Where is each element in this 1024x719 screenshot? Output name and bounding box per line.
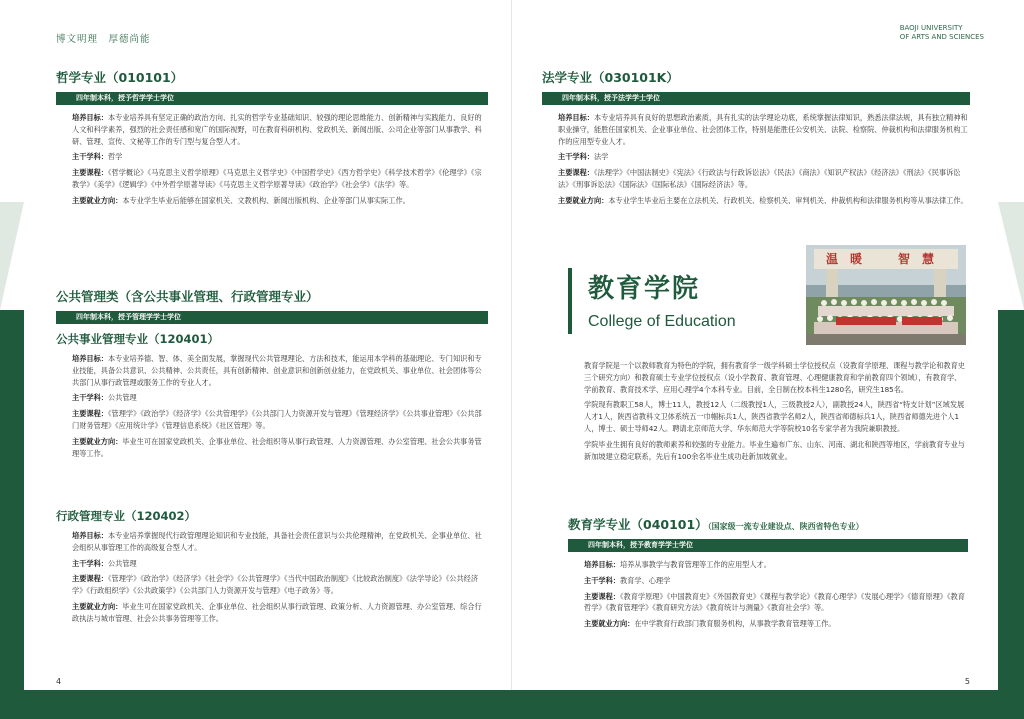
- right-page: [512, 0, 998, 690]
- philosophy-degree-bar: 四年制本科，授予哲学学士学位: [56, 92, 488, 105]
- law-goal: 培养目标：本专业培养具有良好的思想政治素质，具有扎实的法学理论功底，系统掌握法律知识，熟悉法律法规，具有独立精神和职业操守，能胜任国家机关、企业事业单位、社会团体工作，特别是能胜任公安机关、法院、检察院、仲裁机构和法律服务机构工作的应用型专业人才。: [558, 113, 968, 146]
- college-group-photo: [806, 245, 966, 345]
- public-affairs-career: 主要就业方向：毕业生可在国家党政机关、企事业单位、社会组织等从事行政管理、人力资源管理、办公室管理、社会公共事务管理等工作。: [72, 436, 482, 458]
- law-section: [542, 68, 970, 211]
- pedagogy-section: [568, 515, 968, 634]
- philosophy-section: [56, 68, 488, 211]
- public-affairs-goal: 培养目标：本专业培养德、智、体、美全面发展，掌握现代公共管理理论、方法和技术，能运用本学科的基础理论、专门知识和专业技能，具备公共意识、公共精神、公共责任，具有创新精神、创业意识和创新创业能力，在党政机关、事业单位、社会团体等公共部门从事行政管理或服务工作的专业人才。: [72, 354, 482, 387]
- right-decor-light: [998, 202, 1024, 310]
- college-intro: [568, 360, 968, 466]
- pedagogy-degree-bar: 四年制本科，授予教育学学士学位: [568, 539, 968, 552]
- left-decor-band: [0, 310, 24, 719]
- admin-courses: 主要课程：《管理学》《政治学》《经济学》《社会学》《公共管理学》《当代中国政治制度》《比较政治制度》《法学导论》《公共经济学》《行政组织学》《公共政策学》《公共部门人力资源开发与管理》《电子政务》等。: [72, 574, 479, 596]
- law-courses: 主要课程：《法理学》《中国法制史》《宪法》《行政法与行政诉讼法》《民法》《商法》《知识产权法》《经济法》《刑法》《民事诉讼法》《刑事诉讼法》《国际法》《国际私法》《国际经济法》等。: [558, 168, 961, 189]
- philosophy-goal: 培养目标：本专业培养具有坚定正确的政治方向、扎实的哲学专业基础知识、较强的理论思维能力、创新精神与实践能力、良好的人文和科学素养，强烈的社会责任感和宽广的国际视野，可在教育科研机构、党政机关、新闻出版、公司企业等部门从事教学、科研、管理、宣传、文秘等工作的专门型与复合型人才。: [72, 113, 482, 146]
- university-name: BAOJI UNIVERSITY OF ARTS AND SCIENCES: [899, 24, 984, 41]
- public-affairs-subject: 主干学科：公共管理: [72, 393, 137, 403]
- philosophy-title: 哲学专业（010101）: [56, 70, 184, 85]
- admin-subject: 主干学科：公共管理: [72, 558, 137, 568]
- philosophy-subject: 主干学科：哲学: [72, 152, 123, 162]
- college-name-cn: 教育学院: [588, 274, 701, 304]
- admin-career: 主要就业方向：毕业生可在国家党政机关、企事业单位、社会组织从事行政管理、政策分析、人力资源管理、办公室管理、综合行政执法与城市管理、社会公共事务管理等工作。: [72, 601, 482, 623]
- page-number-right: 5: [964, 677, 970, 686]
- law-career: 主要就业方向：本专业学生毕业后主要在立法机关、行政机关、检察机关、审判机关、仲裁机构和法律服务机构等从事法律工作。: [558, 195, 968, 205]
- left-page: [24, 0, 510, 690]
- public-affairs-courses: 主要课程：《管理学》《政治学》《经济学》《公共管理学》《公共部门人力资源开发与管理》《管理经济学》《公共事业管理》《公共部门财务管理》《应用统计学》《管理信息系统》《社区管理》等。: [72, 409, 482, 430]
- pedagogy-title: 教育学专业（040101）（国家级一流专业建设点、陕西省特色专业）: [568, 517, 864, 532]
- college-para-2: 学院现有教职工58人，博士11人，教授12人（二级教授1人，三级教授2人），副教授24人，陕西省“特支计划”区域发展人才1人，陕西省教科文卫体系统五一巾帼标兵1人，陕西省教学名师2人，陕西省师德标兵1人，陕西省师德先进个人1人，博士、硕士导师42人。聘请北京师范大学、华东师范大学等院校10名专家学者为我院兼职教授。: [584, 400, 965, 433]
- pedagogy-courses: 主要课程：《教育学原理》《中国教育史》《外国教育史》《课程与教学论》《教育心理学》《发展心理学》《德育原理》《教育哲学》《教育管理学》《教育研究方法》《教育统计与测量》《教育社会学》等。: [584, 591, 965, 613]
- page-number-left: 4: [56, 677, 62, 686]
- law-title: 法学专业（030101K）: [542, 70, 679, 85]
- public-admin-title: 公共管理类（含公共事业管理、行政管理专业）: [56, 289, 319, 304]
- pedagogy-subtitle: （国家级一流专业建设点、陕西省特色专业）: [707, 522, 864, 531]
- college-para-1: 教育学院是一个以教师教育为特色的学院，拥有教育学一级学科硕士学位授权点（设教育学原理、课程与教学论和教育史三个研究方向）和教育硕士专业学位授权点（设小学教育、教育管理、心理健康教育和学前教育四个领域），有教育学、学前教育、教育技术学、应用心理学4个本科专业。目前，全日制在校本科生1280名，研究生185名。: [584, 361, 965, 394]
- college-accent-bar: [568, 268, 572, 334]
- admin-section: [56, 508, 488, 629]
- right-decor-band: [998, 310, 1024, 719]
- college-para-3: 学院毕业生拥有良好的教师素养和较强的专业能力。毕业生遍布广东、山东、河南、湖北和陕西等地区，学前教育专业与新加坡建立稳定联系，先后有100余名毕业生成功赴新加坡就业。: [584, 439, 965, 461]
- public-admin-degree-bar: 四年制本科，授予管理学学士学位: [56, 311, 488, 324]
- bottom-decor-band: [0, 690, 1024, 719]
- public-affairs-title: 公共事业管理专业（120401）: [56, 332, 220, 346]
- pedagogy-subject: 主干学科：教育学、心理学: [584, 575, 671, 585]
- pedagogy-goal: 培养目标：培养从事教学与教育管理等工作的应用型人才。: [584, 560, 771, 569]
- admin-goal: 培养目标：本专业培养掌握现代行政管理理论知识和专业技能，具备社会责任意识与公共伦理精神，在党政机关、企事业单位、社会组织从事管理工作的高级复合型人才。: [72, 531, 482, 552]
- philosophy-career: 主要就业方向：本专业学生毕业后能够在国家机关、文教机构、新闻出版机构、企业等部门从事实际工作。: [72, 195, 410, 205]
- photo-banner-text: 温暖 智慧: [826, 252, 947, 266]
- law-degree-bar: 四年制本科，授予法学学士学位: [542, 92, 970, 105]
- philosophy-courses: 主要课程：《哲学概论》《马克思主义哲学原理》《马克思主义哲学史》《中国哲学史》《西方哲学史》《科学技术哲学》《伦理学》《宗教学》《美学》《逻辑学》《中外哲学原著导读》《马克思主义哲学原著导读》《政治学》《社会学》《法学》等。: [72, 168, 482, 189]
- pedagogy-career: 主要就业方向：在中学教育行政部门教育服务机构，从事教学教育管理等工作。: [584, 619, 836, 629]
- college-name-en: College of Education: [588, 313, 736, 330]
- admin-title: 行政管理专业（120402）: [56, 509, 197, 523]
- left-decor-light: [0, 202, 24, 310]
- law-subject: 主干学科：法学: [558, 152, 609, 162]
- motto: 博文明理 厚德尚能: [56, 34, 151, 45]
- public-admin-section: [56, 287, 488, 463]
